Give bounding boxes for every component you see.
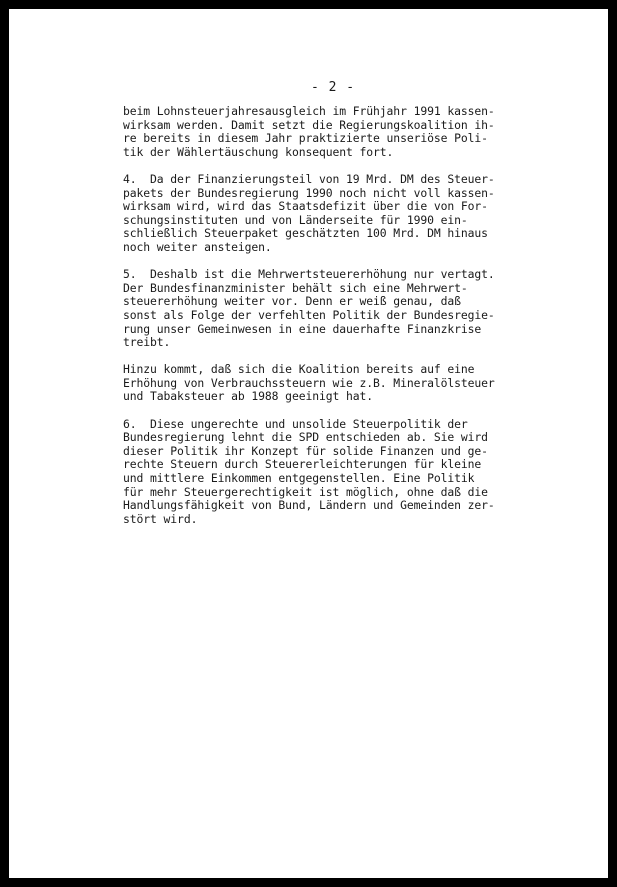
- text-line: Der Bundesfinanzminister behält sich eine Mehrwert-: [123, 280, 468, 295]
- text-line: noch weiter ansteigen.: [123, 239, 272, 254]
- text-line: Handlungsfähigkeit von Bund, Ländern und Gemeinden zer-: [123, 498, 495, 513]
- text-line: pakets der Bundesregierung 1990 noch nicht voll kassen-: [123, 185, 495, 200]
- text-line: schließlich Steuerpaket geschätzten 100 Mrd. DM hinaus: [123, 226, 488, 241]
- text-line: tik der Wählertäuschung konsequent fort.: [123, 144, 394, 159]
- text-line: wirksam wird, wird das Staatsdefizit über die von For-: [123, 199, 488, 214]
- text-line: sonst als Folge der verfehlten Politik der Bundesregie-: [123, 307, 495, 322]
- text-line: 4. Da der Finanzierungsteil von 19 Mrd. DM des Steuer-: [123, 171, 495, 186]
- text-line: treibt.: [123, 335, 171, 350]
- text-line: schungsinstituten und von Länderseite für 1990 ein-: [123, 212, 468, 227]
- text-line: rechte Steuern durch Steuererleichterungen für kleine: [123, 457, 482, 472]
- text-line: wirksam werden. Damit setzt die Regierungskoalition ih-: [123, 117, 495, 132]
- text-line: und mittlere Einkommen entgegenstellen. Eine Politik: [123, 471, 475, 486]
- text-line: stört wird.: [123, 511, 198, 526]
- paragraph-5: [123, 418, 523, 527]
- document-page: [9, 9, 608, 878]
- text-line: Hinzu kommt, daß sich die Koalition bereits auf eine: [123, 362, 475, 377]
- paragraph-2: [123, 173, 523, 255]
- paragraph-3: [123, 268, 523, 350]
- text-line: Erhöhung von Verbrauchssteuern wie z.B. Mineralölsteuer: [123, 375, 495, 390]
- text-line: für mehr Steuergerechtigkeit ist möglich, ohne daß die: [123, 484, 488, 499]
- body-text: [123, 105, 523, 540]
- paragraph-1: [123, 105, 523, 159]
- text-line: dieser Politik ihr Konzept für solide Finanzen und ge-: [123, 443, 488, 458]
- text-line: beim Lohnsteuerjahresausgleich im Frühjahr 1991 kassen-: [123, 104, 495, 118]
- paragraph-4: [123, 363, 523, 404]
- text-line: Bundesregierung lehnt die SPD entschieden ab. Sie wird: [123, 430, 488, 445]
- text-line: rung unser Gemeinwesen in eine dauerhafte Finanzkrise: [123, 321, 482, 336]
- text-line: und Tabaksteuer ab 1988 geeinigt hat.: [123, 389, 374, 404]
- text-line: steuererhöhung weiter vor. Denn er weiß genau, daß: [123, 294, 461, 309]
- page-number: - 2 -: [311, 80, 356, 95]
- text-line: re bereits in diesem Jahr praktizierte unseriöse Poli-: [123, 131, 488, 146]
- text-line: 5. Deshalb ist die Mehrwertsteuererhöhung nur vertagt.: [123, 267, 495, 282]
- text-line: 6. Diese ungerechte und unsolide Steuerpolitik der: [123, 416, 468, 431]
